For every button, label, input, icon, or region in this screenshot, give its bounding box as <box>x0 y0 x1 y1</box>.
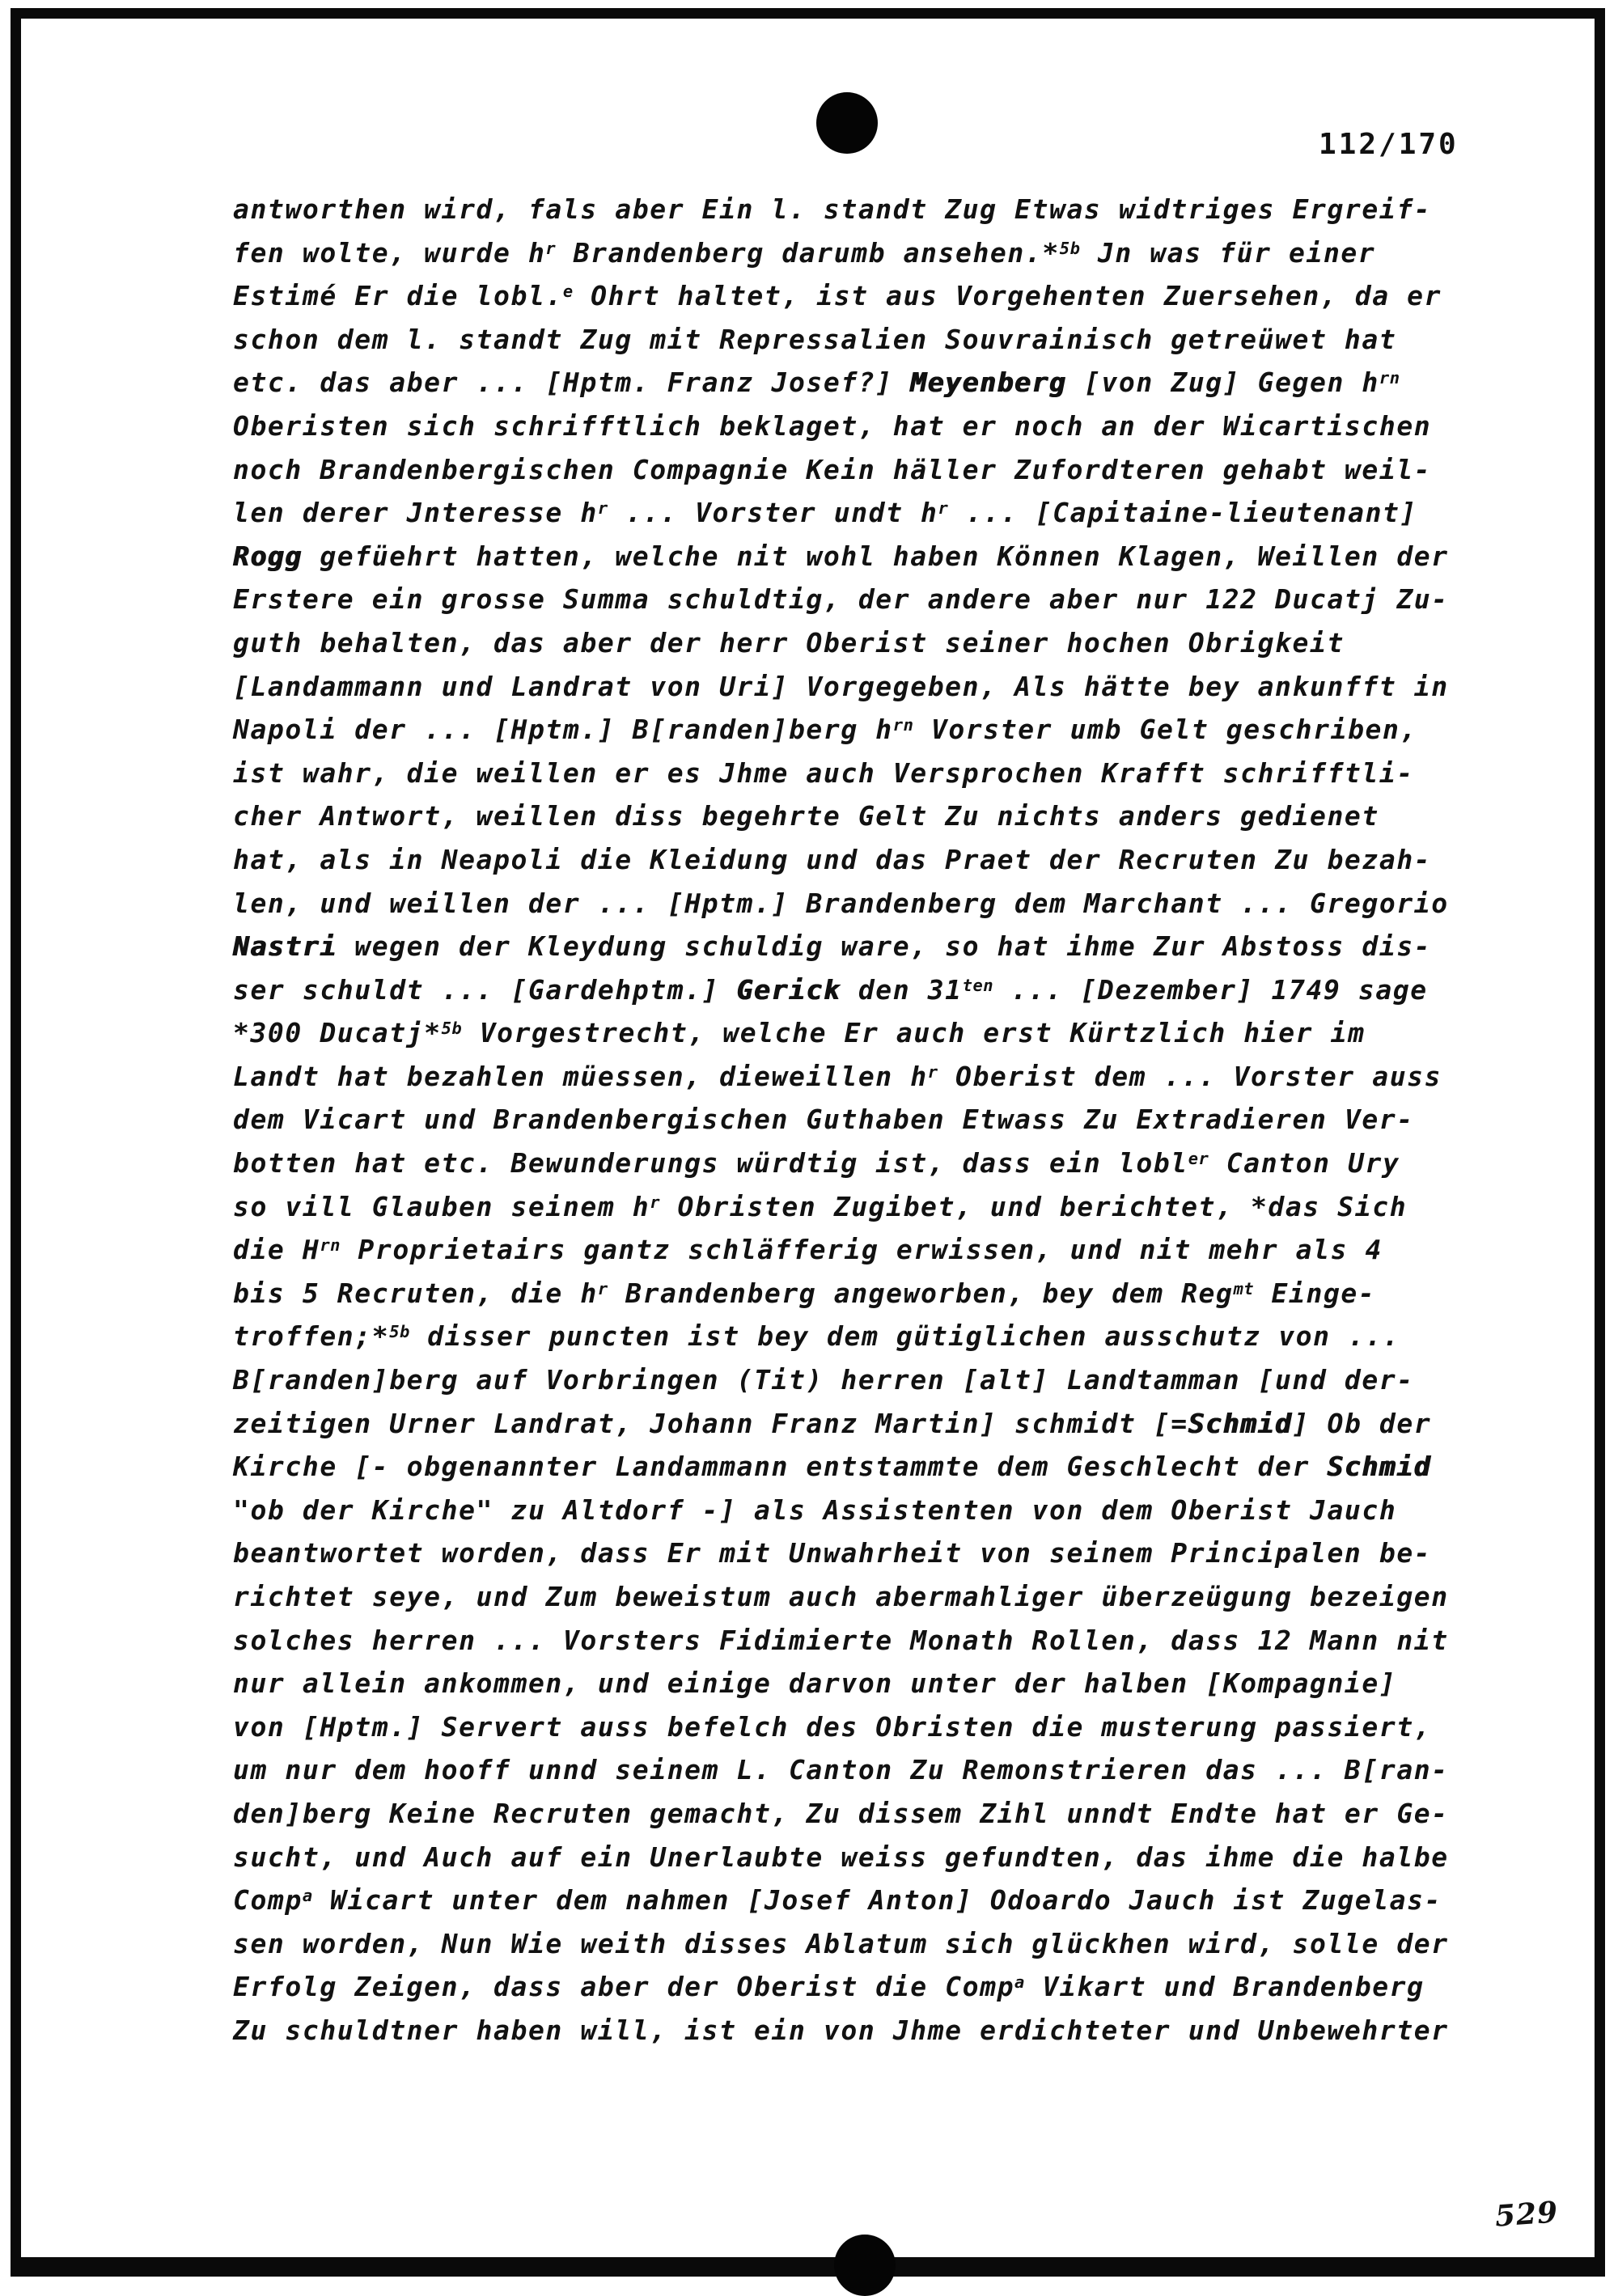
text-line: Napoli der ... [Hptm.] B[randen]berg $h^{rn}$ Vorster umb Gelt geschriben, <box>233 714 1417 746</box>
text-line: von [Hptm.] Servert auss befelch des Obristen die musterung passiert, <box>233 1710 1432 1743</box>
text-line: bis 5 Recruten, die $h^r$ Brandenberg angeworben, bey dem Reg$^{mt}$ Einge- <box>233 1277 1376 1309</box>
text-line: noch Brandenbergischen Compagnie Kein häller Zufordteren gehabt weil- <box>233 453 1432 485</box>
text-line: Landt hat bezahlen müessen, dieweillen $h^r$ Oberist dem ... Vorster auss <box>233 1060 1442 1092</box>
text-line: hat, als in Neapoli die Kleidung und das Praet der Recruten Zu bezah- <box>233 843 1432 875</box>
text-line: *300 Ducatj*$^{5b}$ Vorgestrecht, welche Er auch erst Kürtzlich hier im <box>233 1017 1366 1049</box>
text-line: fen wolte, wurde $h^r$ Brandenberg darumb ansehen.*$^{5b}$ Jn was für einer <box>233 236 1376 269</box>
text-line: zeitigen Urner Landrat, Johann Franz Martin] schmidt [=Schmid] Ob der <box>233 1407 1432 1439</box>
text-line: etc. das aber ... [Hptm. Franz Josef?] Meyenberg [von Zug] Gegen $h^{rn}$ <box>233 366 1400 399</box>
text-line: so vill Glauben seinem $h^r$ Obristen Zugibet, und berichtet, *das Sich <box>233 1190 1408 1222</box>
text-line: sen worden, Nun Wie weith disses Ablatum sich glückhen wird, solle der <box>233 1927 1449 1959</box>
text-line: Kirche [- obgenannter Landammann entstammte dem Geschlecht der Schmid <box>233 1451 1432 1483</box>
document-body <box>233 188 1495 2052</box>
text-line: Oberisten sich schrifftlich beklaget, hat er noch an der Wicartischen <box>233 409 1432 442</box>
text-line: B[randen]berg auf Vorbringen (Tit) herren [alt] Landtamman [und der- <box>233 1364 1414 1396</box>
text-line: den]berg Keine Recruten gemacht, Zu dissem Zihl unndt Endte hat er Ge- <box>233 1797 1449 1829</box>
text-line: dem Vicart und Brandenbergischen Guthaben Etwass Zu Extradieren Ver- <box>233 1104 1414 1136</box>
text-line: Erfolg Zeigen, dass aber der Oberist die Comp$^a$ Vikart und Brandenberg <box>233 1971 1425 2003</box>
text-line: "ob der Kirche" zu Altdorf -] als Assistenten von dem Oberist Jauch <box>233 1493 1397 1526</box>
handwritten-page-mark: 529 <box>1493 2195 1560 2234</box>
text-line: botten hat etc. Bewunderungs würdtig ist, dass ein lobl$^{er}$ Canton Ury <box>233 1147 1400 1180</box>
text-line: antworthen wird, fals aber Ein l. standt Zug Etwas widtriges Ergreif- <box>233 193 1432 225</box>
text-line: ist wahr, die weillen er es Jhme auch Versprochen Krafft schrifftli- <box>233 756 1414 789</box>
text-line: [Landammann und Landrat von Uri] Vorgegeben, Als hätte bey ankunfft in <box>233 670 1449 702</box>
text-line: um nur dem hooff unnd seinem L. Canton Zu Remonstrieren das ... B[ran- <box>233 1754 1449 1786</box>
text-line: len derer Jnteresse $h^r$ ... Vorster undt $h^r$ ... [Capitaine-lieutenant] <box>233 497 1417 529</box>
text-line: beantwortet worden, dass Er mit Unwahrheit von seinem Principalen be- <box>233 1537 1432 1569</box>
text-line: die $H^{rn}$ Proprietairs gantz schläfferig erwissen, und nit mehr als 4 <box>233 1234 1383 1266</box>
text-line: Zu schuldtner haben will, ist ein von Jhme erdichteter und Unbewehrter <box>233 2014 1449 2046</box>
text-line: troffen;*$^{5b}$ disser puncten ist bey dem gütiglichen ausschutz von ... <box>233 1320 1400 1353</box>
text-line: richtet seye, und Zum beweistum auch abermahliger überzeügung bezeigen <box>233 1581 1449 1612</box>
text-line: nur allein ankommen, und einige darvon unter der halben [Kompagnie] <box>233 1667 1397 1700</box>
hole-punch-top <box>816 92 878 154</box>
text-line: Erstere ein grosse Summa schuldtig, der andere aber nur 122 Ducatj Zu- <box>233 583 1449 616</box>
text-line: Estimé Er die lobl.$^e$ Ohrt haltet, ist aus Vorgehenten Zuersehen, da er <box>233 280 1442 312</box>
page-number: 112/170 <box>1319 128 1459 161</box>
text-line: sucht, und Auch auf ein Unerlaubte weiss gefundten, das ihme die halbe <box>233 1841 1449 1873</box>
text-line: Nastri wegen der Kleydung schuldig ware, so hat ihme Zur Abstoss dis- <box>233 930 1432 963</box>
text-line: Rogg gefüehrt hatten, welche nit wohl haben Können Klagen, Weillen der <box>233 540 1449 572</box>
text-line: guth behalten, das aber der herr Oberist seiner hochen Obrigkeit <box>233 626 1345 659</box>
text-line: schon dem l. standt Zug mit Repressalien Souvrainisch getreüwet hat <box>233 323 1397 355</box>
text-line: Comp$^a$ Wicart unter dem nahmen [Josef Anton] Odoardo Jauch ist Zugelas- <box>233 1884 1442 1917</box>
text-line: len, und weillen der ... [Hptm.] Brandenberg dem Marchant ... Gregorio <box>233 887 1449 919</box>
text-line: cher Antwort, weillen diss begehrte Gelt Zu nichts anders gedienet <box>233 800 1379 832</box>
text-line: solches herren ... Vorsters Fidimierte Monath Rollen, dass 12 Mann nit <box>233 1624 1449 1656</box>
text-line: ser schuldt ... [Gardehptm.] Gerick den $31^{ten}$ ... [Dezember] 1749 sage <box>233 973 1428 1006</box>
hole-punch-bottom <box>834 2235 896 2296</box>
